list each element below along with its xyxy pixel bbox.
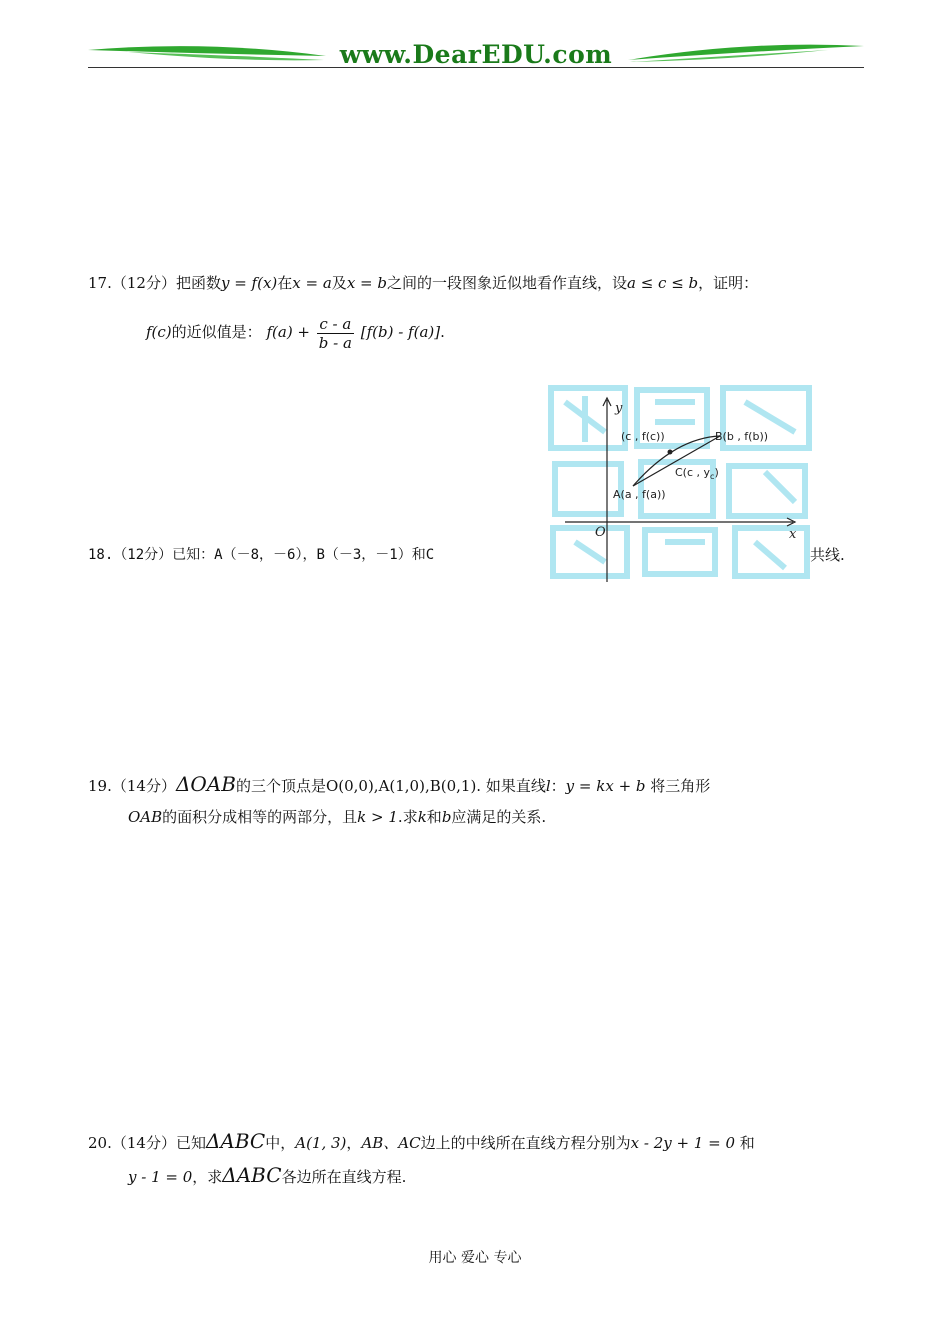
header-rule (88, 67, 864, 68)
q20-text: 和 (739, 1134, 755, 1152)
q17-period: . (440, 323, 445, 341)
question-18 (88, 544, 434, 566)
q19-oab: OAB (128, 808, 163, 826)
q20-text: ，求 (192, 1168, 223, 1186)
page-footer: 用心 爱心 专心 (428, 1250, 522, 1266)
q20-triangle: ΔABC (205, 1129, 266, 1153)
q19-condition: k > 1 (357, 808, 398, 826)
q17-fraction-denominator: b - a (318, 333, 352, 352)
q17-fc: f(c) (146, 323, 172, 341)
label-c-fc: (c , f(c)) (621, 430, 665, 443)
q19-line-equation: y = kx + b (565, 777, 646, 795)
q19-text: 的面积分成相等的两部分，且 (162, 808, 358, 826)
q17-text: ，证明： (698, 274, 759, 292)
q20-text: 各边所在直线方程. (281, 1168, 407, 1186)
q20-equation-1: x - 2y + 1 = 0 (630, 1134, 736, 1152)
question-19-line-1 (88, 773, 710, 797)
q18-text: 已知：A（－8，－6），B（－3，－1）和C (172, 547, 435, 563)
q17-fraction-numerator: c - a (317, 315, 354, 334)
q19-text: 将三角形 (650, 777, 711, 795)
q19-line-l: l (545, 777, 551, 795)
q17-number: 17. (88, 274, 112, 292)
question-20-line-2 (128, 1164, 406, 1188)
q17-xa: x = a (292, 274, 332, 292)
q20-equation-2: y - 1 = 0 (128, 1168, 193, 1186)
q17-text: 之间的一段图象近似地看作直线，设 (386, 274, 627, 292)
q20-text: 中， (265, 1134, 296, 1152)
q18-end: 共线. (810, 546, 845, 564)
q19-colon: ： (550, 777, 566, 795)
q17-expr-left: f(a) + (266, 323, 311, 341)
q17-expr-right: [f(b) - f(a)] (360, 323, 441, 341)
q19-text: 应满足的关系. (451, 808, 547, 826)
q17-fraction (317, 315, 354, 352)
point-c-fc (668, 450, 673, 455)
q17-text: 在 (277, 274, 293, 292)
question-19-line-2 (128, 806, 546, 828)
q20-number: 20. (88, 1134, 112, 1152)
question-17-line-2 (146, 312, 445, 352)
site-title[interactable]: www.DearEDU.com (339, 40, 613, 69)
q20-point-a: A(1, 3) (295, 1134, 347, 1152)
q20-score: （14分） (111, 1134, 176, 1152)
q19-b: b (441, 808, 452, 826)
left-green-swoosh (88, 46, 326, 56)
q20-text: 已知 (175, 1134, 206, 1152)
q20-ab-ac: AB、AC (361, 1134, 421, 1152)
q17-score: （12分） (111, 274, 176, 292)
q19-text: .求 (397, 808, 418, 826)
q19-score: （14分） (111, 777, 176, 795)
label-C: C(c , $y_c$) (675, 466, 719, 481)
q20-text: ， (346, 1134, 362, 1152)
label-B: B(b , f(b)) (715, 430, 769, 443)
q18-number: 18. (88, 547, 114, 563)
q19-text: 的三个顶点是O(0,0),A(1,0),B(0,1). 如果直线 (235, 777, 546, 795)
q19-triangle: ΔOAB (175, 772, 236, 796)
q17-text: 及 (331, 274, 347, 292)
q20-text: 边上的中线所在直线方程分别为 (420, 1134, 631, 1152)
x-axis-label: x (789, 527, 797, 542)
watermark (551, 388, 809, 576)
label-A: A(a , f(a)) (613, 488, 666, 501)
q20-triangle-2: ΔABC (222, 1163, 282, 1187)
q19-number: 19. (88, 777, 112, 795)
figure-graph (545, 382, 817, 587)
q17-text: 把函数 (175, 274, 221, 292)
q19-k: k (417, 808, 427, 826)
right-green-swoosh (628, 45, 864, 60)
question-17-line-1 (88, 272, 758, 294)
q17-function: y = f(x) (220, 274, 278, 292)
y-axis-label: y (615, 401, 623, 416)
question-18-end (810, 544, 845, 566)
q18-score: （12分） (113, 547, 173, 563)
q17-text: 的近似值是： (171, 323, 262, 341)
q17-inequality: a ≤ c ≤ b (627, 274, 699, 292)
q19-text: 和 (426, 808, 442, 826)
origin-label: O (595, 525, 606, 540)
q17-xb: x = b (346, 274, 387, 292)
question-20-line-1 (88, 1130, 755, 1154)
